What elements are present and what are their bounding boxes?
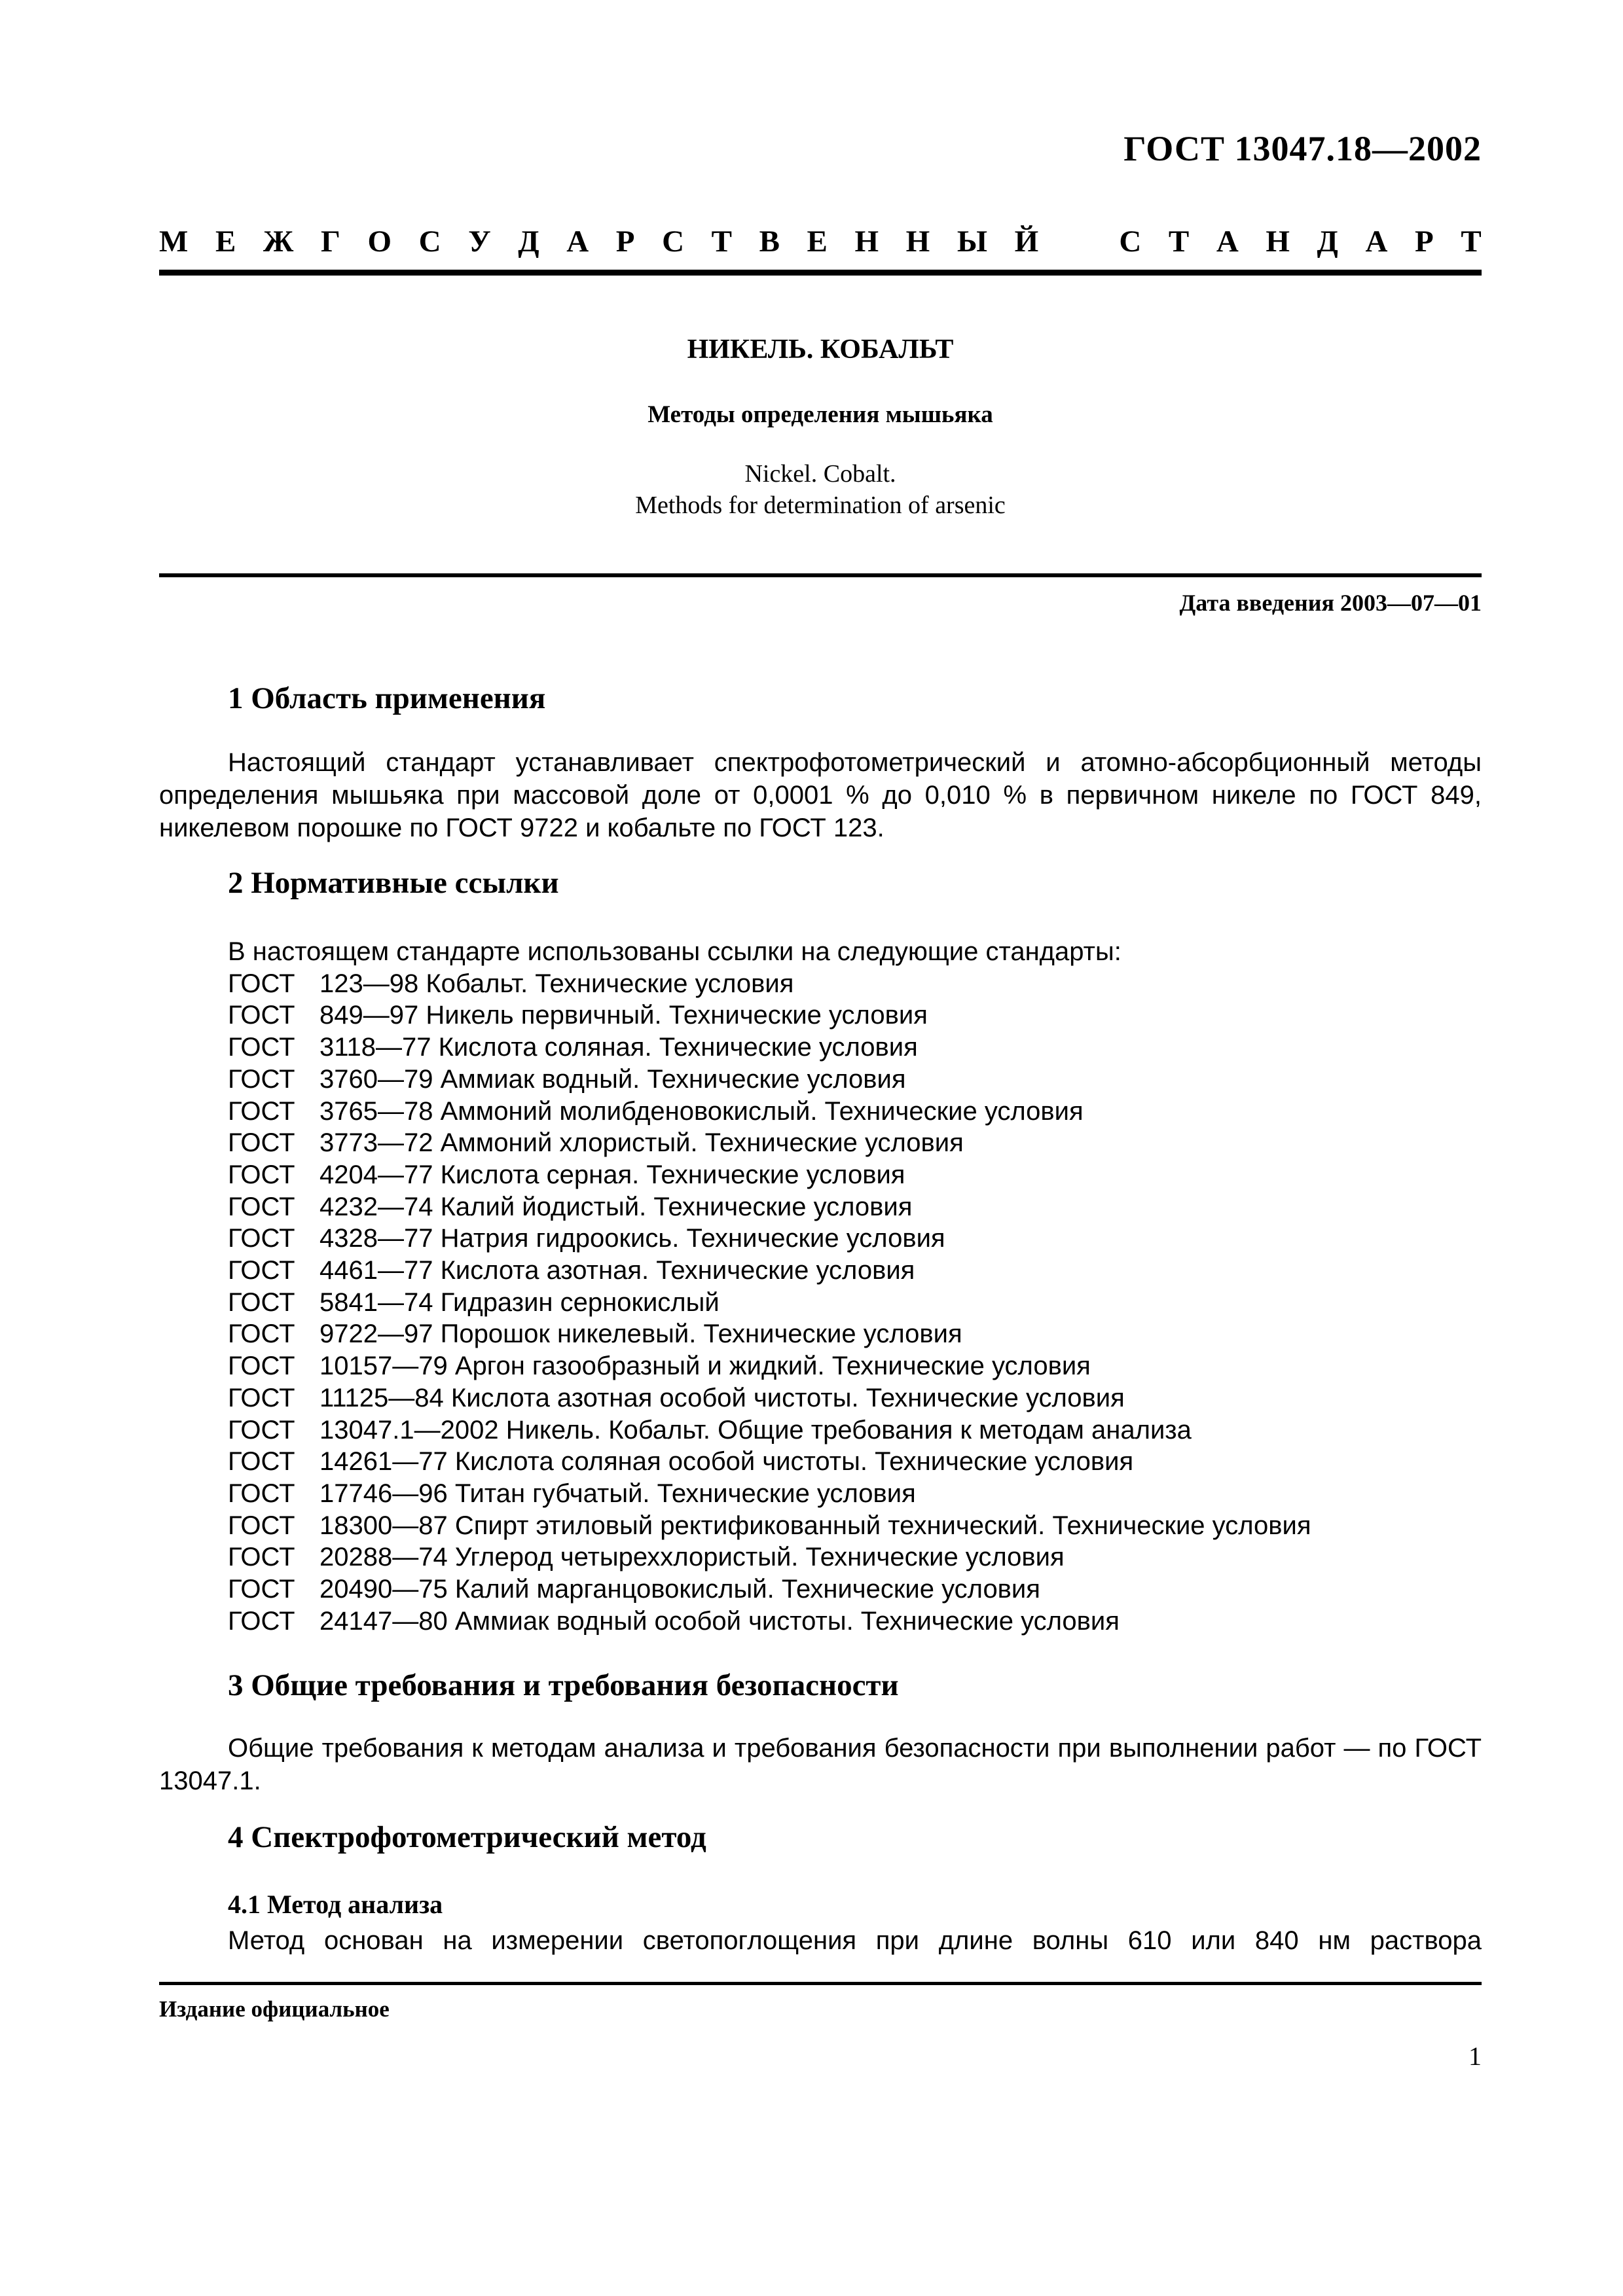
reference-item: [228, 1191, 1311, 1223]
interstate-letter: У: [468, 224, 491, 259]
interstate-letter: Р: [1415, 224, 1434, 259]
reference-code: ГОСТ: [228, 1575, 295, 1604]
main-title: НИКЕЛЬ. КОБАЛЬТ: [687, 334, 954, 365]
reference-code: ГОСТ: [228, 1096, 295, 1126]
reference-code: ГОСТ: [228, 1319, 295, 1349]
reference-code: ГОСТ: [228, 1064, 295, 1094]
reference-code: ГОСТ: [228, 1383, 295, 1412]
reference-code: ГОСТ: [228, 1160, 295, 1189]
english-title: [159, 458, 1482, 521]
references-list: [228, 936, 1311, 1637]
section-1-heading: 1 Область применения: [228, 681, 546, 715]
reference-text: 18300—87 Спирт этиловый ректификованный технический. Технические условия: [319, 1511, 1311, 1540]
references-intro: В настоящем стандарте использованы ссылки на следующие стандарты:: [228, 937, 1122, 966]
reference-code: ГОСТ: [228, 1415, 295, 1444]
reference-item: [228, 1573, 1311, 1605]
references-rows: [228, 968, 1311, 1638]
official-edition-label: Издание официальное: [159, 1996, 390, 2022]
section-3-text: [159, 1732, 1482, 1797]
reference-code: ГОСТ: [228, 1001, 295, 1030]
reference-item: [228, 1223, 1311, 1255]
page-number: 1: [1468, 2041, 1482, 2071]
reference-text: 20490—75 Калий марганцовокислый. Технические условия: [319, 1575, 1040, 1604]
reference-text: 11125—84 Кислота азотная особой чистоты. Технические условия: [319, 1383, 1125, 1412]
reference-item: [228, 1127, 1311, 1159]
reference-text: 24147—80 Аммиак водный особой чистоты. Технические условия: [319, 1606, 1120, 1636]
interstate-letter: Д: [518, 224, 539, 259]
reference-text: 3765—78 Аммоний молибденовокислый. Технические условия: [319, 1096, 1084, 1126]
reference-code: ГОСТ: [228, 969, 295, 998]
reference-item: [228, 1478, 1311, 1510]
reference-text: 4204—77 Кислота серная. Технические условия: [319, 1160, 905, 1189]
section-1-text: [159, 746, 1482, 844]
reference-code: ГОСТ: [228, 1192, 295, 1221]
reference-item: [228, 1382, 1311, 1414]
interstate-letter: О: [367, 224, 392, 259]
interstate-letter: С: [418, 224, 441, 259]
interstate-letter: Г: [321, 224, 340, 259]
reference-item: [228, 968, 1311, 1000]
reference-text: 123—98 Кобальт. Технические условия: [319, 969, 794, 998]
reference-item: [228, 1031, 1311, 1064]
interstate-letter: Т: [1461, 224, 1482, 259]
section-4-body: Метод основан на измерении светопоглощения при длине волны 610 или 840 нм раствора: [228, 1926, 1482, 1955]
reference-text: 20288—74 Углерод четыреххлористый. Технические условия: [319, 1543, 1065, 1572]
section-3-body: Общие требования к методам анализа и требования безопасности при выполнении работ — по ГОСТ 13047.1.: [159, 1734, 1482, 1795]
reference-item: [228, 999, 1311, 1031]
interstate-letter: М: [159, 224, 189, 259]
interstate-letter: В: [759, 224, 780, 259]
interstate-letter: Т: [711, 224, 732, 259]
reference-code: ГОСТ: [228, 1224, 295, 1253]
section-4-text: [159, 1924, 1482, 1957]
reference-text: 4461—77 Кислота азотная. Технические условия: [319, 1256, 915, 1285]
reference-item: [228, 1605, 1311, 1638]
interstate-letter: Т: [1168, 224, 1190, 259]
reference-text: 13047.1—2002 Никель. Кобальт. Общие требования к методам анализа: [319, 1415, 1192, 1444]
interstate-letter: Д: [1317, 224, 1338, 259]
section-2-heading: 2 Нормативные ссылки: [228, 866, 559, 900]
document-code: ГОСТ 13047.18—2002: [1123, 129, 1482, 168]
interstate-letter: А: [566, 224, 589, 259]
reference-code: ГОСТ: [228, 1128, 295, 1158]
reference-text: 849—97 Никель первичный. Технические условия: [319, 1001, 928, 1030]
reference-code: ГОСТ: [228, 1352, 295, 1381]
interstate-letter: А: [1216, 224, 1239, 259]
reference-text: 17746—96 Титан губчатый. Технические условия: [319, 1479, 916, 1508]
header-rule: [159, 270, 1482, 276]
reference-item: [228, 1350, 1311, 1382]
interstate-letter: Й: [1014, 224, 1039, 259]
reference-text: 14261—77 Кислота соляная особой чистоты. Технические условия: [319, 1447, 1134, 1477]
sub-title: Методы определения мышьяка: [647, 401, 993, 428]
interstate-letter: Е: [807, 224, 828, 259]
interstate-letter: Ы: [957, 224, 987, 259]
reference-item: [228, 1541, 1311, 1573]
reference-code: ГОСТ: [228, 1606, 295, 1636]
reference-code: ГОСТ: [228, 1033, 295, 1062]
reference-code: ГОСТ: [228, 1287, 295, 1317]
reference-item: [228, 1414, 1311, 1446]
reference-item: [228, 1096, 1311, 1128]
reference-text: 9722—97 Порошок никелевый. Технические условия: [319, 1319, 962, 1349]
reference-text: 3773—72 Аммоний хлористый. Технические условия: [319, 1128, 964, 1158]
interstate-standard-label: [159, 224, 1482, 259]
footer-rule: [159, 1982, 1482, 1985]
interstate-letter: Н: [1266, 224, 1290, 259]
reference-code: ГОСТ: [228, 1479, 295, 1508]
interstate-letter: Н: [854, 224, 879, 259]
interstate-letter: С: [662, 224, 685, 259]
reference-text: 3760—79 Аммиак водный. Технические условия: [319, 1064, 906, 1094]
interstate-letter: Ж: [263, 224, 294, 259]
interstate-letter: С: [1119, 224, 1142, 259]
reference-code: ГОСТ: [228, 1256, 295, 1285]
reference-code: ГОСТ: [228, 1447, 295, 1477]
section-1-body: Настоящий стандарт устанавливает спектрофотометрический и атомно-абсорбционный методы определения мышьяка при массовой доле от 0,0001 % до 0,010 % в первичном никеле по ГОСТ 849, никелевом порошке по ГОСТ 9722 и кобальте по ГОСТ 123.: [159, 748, 1482, 842]
reference-text: 5841—74 Гидразин сернокислый: [319, 1287, 720, 1317]
interstate-letter: Е: [215, 224, 236, 259]
reference-item: [228, 1446, 1311, 1478]
reference-item: [228, 1159, 1311, 1191]
reference-item: [228, 1064, 1311, 1096]
reference-code: ГОСТ: [228, 1511, 295, 1540]
interstate-letter: Н: [905, 224, 930, 259]
title-rule: [159, 573, 1482, 577]
introduction-date: Дата введения 2003—07—01: [1179, 590, 1482, 616]
reference-text: 4328—77 Натрия гидроокись. Технические условия: [319, 1224, 945, 1253]
reference-text: 3118—77 Кислота соляная. Технические условия: [319, 1033, 918, 1062]
interstate-letter: [1066, 224, 1092, 259]
reference-text: 4232—74 Калий йодистый. Технические условия: [319, 1192, 913, 1221]
section-4-1-heading: 4.1 Метод анализа: [228, 1890, 443, 1919]
section-4-heading: 4 Спектрофотометрический метод: [228, 1820, 706, 1854]
reference-item: [228, 1255, 1311, 1287]
reference-item: [228, 1318, 1311, 1350]
interstate-letter: Р: [615, 224, 635, 259]
english-title-line-2: Methods for determination of arsenic: [635, 492, 1006, 519]
reference-text: 10157—79 Аргон газообразный и жидкий. Технические условия: [319, 1352, 1091, 1381]
reference-item: [228, 1287, 1311, 1319]
section-3-heading: 3 Общие требования и требования безопасности: [228, 1668, 899, 1702]
interstate-letter: А: [1365, 224, 1388, 259]
reference-code: ГОСТ: [228, 1543, 295, 1572]
english-title-line-1: Nickel. Cobalt.: [744, 460, 896, 488]
reference-item: [228, 1510, 1311, 1542]
